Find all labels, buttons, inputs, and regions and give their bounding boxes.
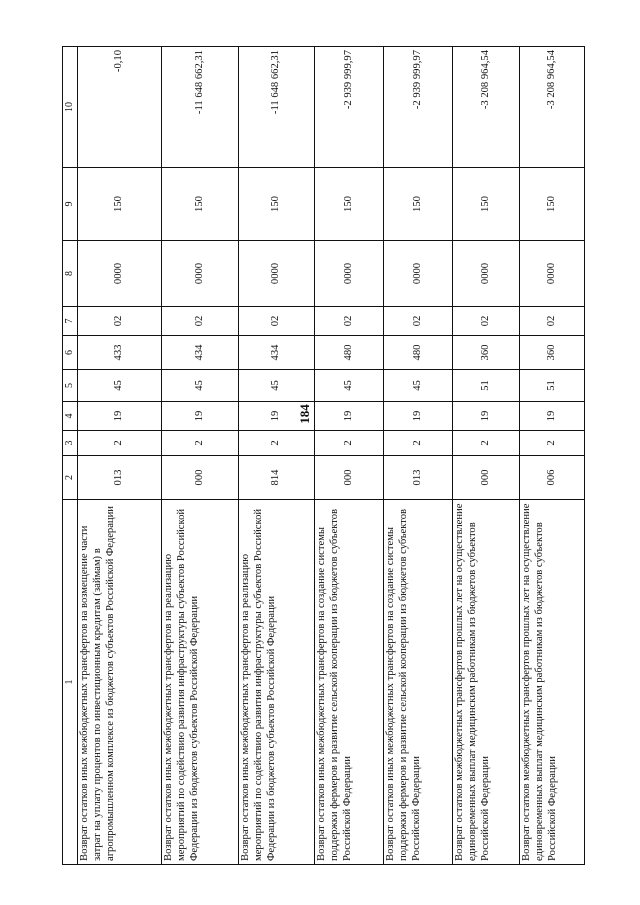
- code-cell-c2: 006: [520, 456, 585, 500]
- code-cell-c6: 360: [453, 336, 520, 370]
- amount-cell: -3 208 964,54: [453, 47, 520, 168]
- code-cell-c3: 2: [239, 431, 315, 456]
- code-cell-c2: 000: [162, 456, 239, 500]
- code-cell-c6: 360: [520, 336, 585, 370]
- amount-cell: -11 648 662,31: [162, 47, 239, 168]
- column-number: 8: [63, 241, 78, 307]
- code-cell-c8: 0000: [78, 241, 162, 307]
- code-cell-c4: 19: [162, 402, 239, 431]
- code-cell-c3: 2: [384, 431, 453, 456]
- code-cell-c7: 02: [239, 307, 315, 336]
- table-row: [520, 47, 585, 865]
- code-cell-c6: 433: [78, 336, 162, 370]
- code-cell-c9: 150: [384, 168, 453, 241]
- code-cell-c3: 2: [453, 431, 520, 456]
- row-description: Возврат остатков межбюджетных трансфертов прошлых лет на осуществление единовременных выплат медицинским работникам из бюджетов субъектов Российской Федерации: [453, 500, 520, 865]
- column-number: 4: [63, 402, 78, 431]
- code-cell-c9: 150: [315, 168, 384, 241]
- code-cell-c9: 150: [162, 168, 239, 241]
- row-description: Возврат остатков межбюджетных трансфертов прошлых лет на осуществление единовременных выплат медицинским работникам из бюджетов субъектов Российской Федерации: [520, 500, 585, 865]
- row-description: Возврат остатков иных межбюджетных трансфертов на создание системы поддержки фермеров и развитие сельской кооперации из бюджетов субъектов Российской Федерации: [384, 500, 453, 865]
- code-cell-c5: 51: [453, 370, 520, 402]
- code-cell-c2: 013: [78, 456, 162, 500]
- code-cell-c4: 19: [315, 402, 384, 431]
- code-cell-c8: 0000: [239, 241, 315, 307]
- code-cell-c2: 000: [315, 456, 384, 500]
- code-cell-c4: 19: [384, 402, 453, 431]
- code-cell-c2: 013: [384, 456, 453, 500]
- code-cell-c7: 02: [520, 307, 585, 336]
- table-row: [239, 47, 315, 865]
- amount-cell: -0,10: [78, 47, 162, 168]
- code-cell-c5: 45: [315, 370, 384, 402]
- row-description: Возврат остатков иных межбюджетных трансфертов на реализацию мероприятий по содействию развития инфраструктуры субъектов Российской Федерации из бюджетов субъектов Российской Федерации: [162, 500, 239, 865]
- rotated-table-container: [62, 47, 581, 865]
- code-cell-c5: 45: [384, 370, 453, 402]
- code-cell-c6: 434: [162, 336, 239, 370]
- code-cell-c9: 150: [78, 168, 162, 241]
- code-cell-c4: 19: [453, 402, 520, 431]
- column-number: 5: [63, 370, 78, 402]
- code-cell-c5: 45: [78, 370, 162, 402]
- code-cell-c7: 02: [453, 307, 520, 336]
- column-number: 6: [63, 336, 78, 370]
- budget-table: [62, 46, 585, 865]
- code-cell-c4: 19: [520, 402, 585, 431]
- amount-cell: -2 939 999,97: [384, 47, 453, 168]
- code-cell-c5: 45: [162, 370, 239, 402]
- code-cell-c5: 51: [520, 370, 585, 402]
- code-cell-c3: 2: [520, 431, 585, 456]
- code-cell-c6: 480: [384, 336, 453, 370]
- column-number: 1: [63, 500, 78, 865]
- column-number: 2: [63, 456, 78, 500]
- table-row: [384, 47, 453, 865]
- code-cell-c6: 480: [315, 336, 384, 370]
- code-cell-c7: 02: [384, 307, 453, 336]
- code-cell-c3: 2: [162, 431, 239, 456]
- code-cell-c4: 19: [78, 402, 162, 431]
- row-description: Возврат остатков иных межбюджетных трансфертов на создание системы поддержки фермеров и развитие сельской кооперации из бюджетов субъектов Российской Федерации: [315, 500, 384, 865]
- column-number: 10: [63, 47, 78, 168]
- amount-cell: -2 939 999,97: [315, 47, 384, 168]
- code-cell-c3: 2: [315, 431, 384, 456]
- row-description: Возврат остатков иных межбюджетных трансфертов на реализацию мероприятий по содействию развития инфраструктуры субъектов Российской Федерации из бюджетов субъектов Российской Федерации: [239, 500, 315, 865]
- code-cell-c2: 814: [239, 456, 315, 500]
- code-cell-c8: 0000: [162, 241, 239, 307]
- code-cell-c7: 02: [78, 307, 162, 336]
- code-cell-c8: 0000: [315, 241, 384, 307]
- code-cell-c9: 150: [239, 168, 315, 241]
- code-cell-c8: 0000: [453, 241, 520, 307]
- code-cell-c2: 000: [453, 456, 520, 500]
- table-row: [453, 47, 520, 865]
- column-number-row: [63, 47, 78, 865]
- table-row: [315, 47, 384, 865]
- code-cell-c3: 2: [78, 431, 162, 456]
- code-cell-c4: 19: [239, 402, 315, 431]
- code-cell-c6: 434: [239, 336, 315, 370]
- column-number: 7: [63, 307, 78, 336]
- table-row: [78, 47, 162, 865]
- table-row: [162, 47, 239, 865]
- code-cell-c7: 02: [315, 307, 384, 336]
- page-number: 184: [297, 404, 312, 424]
- amount-cell: -3 208 964,54: [520, 47, 585, 168]
- row-description: Возврат остатков иных межбюджетных трансфертов на возмещение части затрат на уплату процентов по инвестиционным кредитам (займам) в агропромышленном комплексе из бюджетов субъектов Российской Федерации: [78, 500, 162, 865]
- column-number: 9: [63, 168, 78, 241]
- code-cell-c7: 02: [162, 307, 239, 336]
- code-cell-c9: 150: [520, 168, 585, 241]
- column-number: 3: [63, 431, 78, 456]
- code-cell-c5: 45: [239, 370, 315, 402]
- code-cell-c8: 0000: [520, 241, 585, 307]
- amount-cell: -11 648 662,31: [239, 47, 315, 168]
- code-cell-c9: 150: [453, 168, 520, 241]
- code-cell-c8: 0000: [384, 241, 453, 307]
